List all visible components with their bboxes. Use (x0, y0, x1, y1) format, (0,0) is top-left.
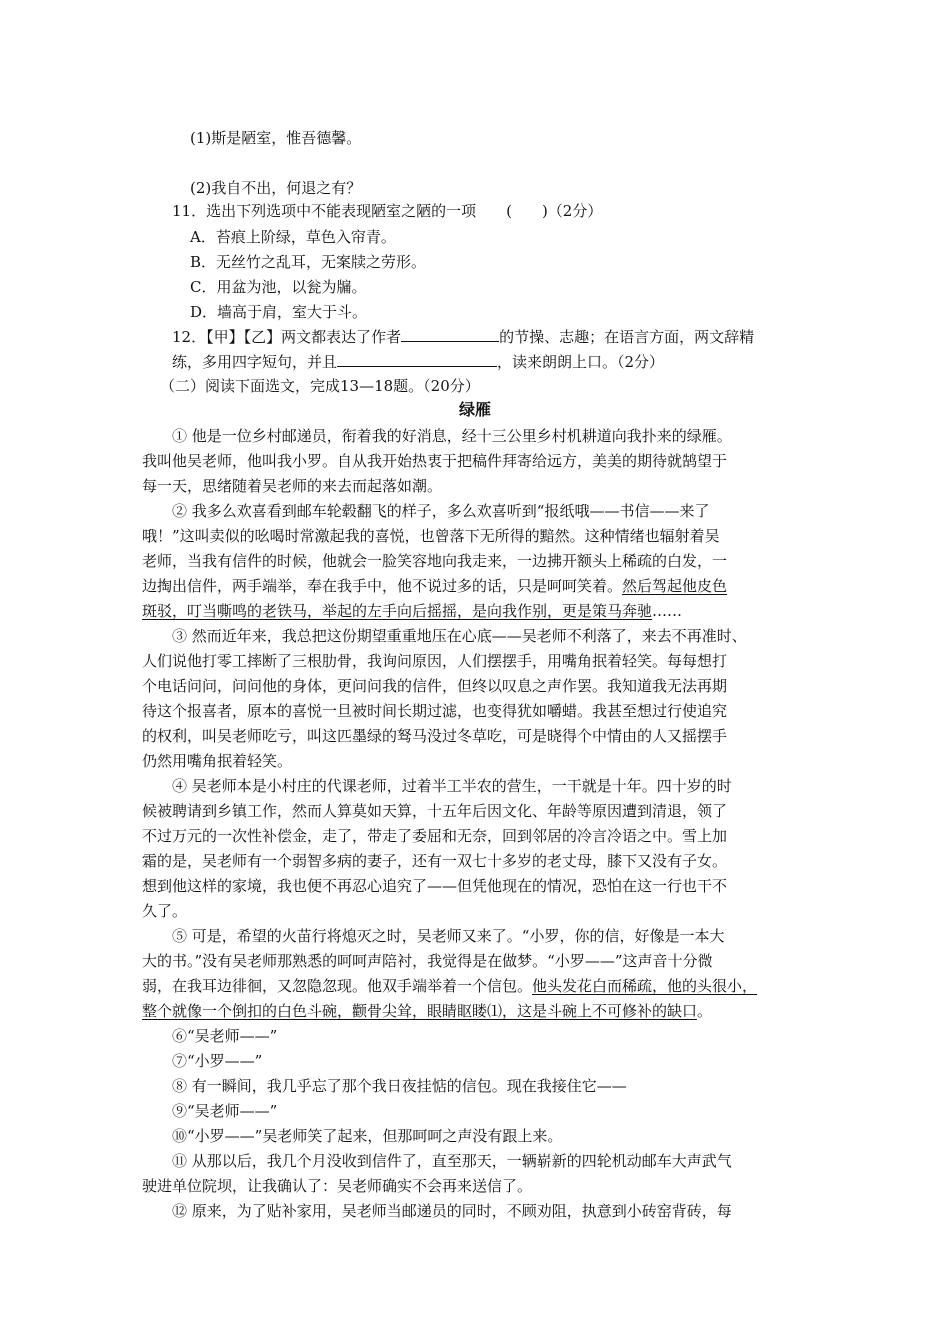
passage-title: 绿雁 (459, 400, 492, 419)
p1-line-1: ① 他是一位乡村邮递员，衔着我的好消息，经十三公里乡村机耕道向我扑来的绿雁。 (172, 427, 732, 445)
section-intro: （二）阅读下面选文，完成13—18题。（20分） (160, 377, 480, 395)
dialogue-line-7: ⑦“小罗——” (172, 1052, 263, 1070)
p5-line-2: 大的书。”没有吴老师那熟悉的呵呵声陪衬，我觉得是在做梦。“小罗——”这声音十分微 (142, 952, 713, 970)
p2-line-5 (142, 601, 682, 621)
p4-line-4: 霜的是，吴老师有一个弱智多病的妻子，还有一双七十多岁的老丈母，膝下又没有子女。 (142, 852, 728, 870)
p2-line-1: ② 我多么欢喜看到邮车轮毂翻飞的样子，多么欢喜听到“报纸哦——书信——来了 (172, 502, 710, 520)
q12-text-1a: 12．【甲】【乙】两文都表达了作者 (172, 328, 402, 346)
p4-line-6: 久了。 (142, 902, 188, 920)
p5-line-4 (142, 1001, 712, 1021)
p11-line-1: ⑪ 从那以后，我几个月没收到信件了，直至那天，一辆崭新的四轮机动邮车大声武气 (172, 1152, 732, 1170)
q12-line-1 (172, 327, 754, 347)
p2-underlined-1: 然后驾起他皮色 (622, 577, 728, 595)
p3-line-5: 的权利，叫吴老师吃亏，叫这匹墨绿的驽马没过冬草吃，可是晓得个中情由的人又摇摆手 (142, 727, 728, 745)
p12-line-1: ⑫ 原来，为了贴补家用，吴老师当邮递员的同时，不顾劝阻，执意到小砖窑背砖，每 (172, 1202, 732, 1220)
q11-stem: 11．选出下列选项中不能表现陋室之陋的一项 ( )（2分） (172, 202, 603, 220)
p2-line-2: 哦！”这叫卖似的吆喝时常激起我的喜悦，也曾落下无所得的黯然。这种情绪也辐射着吴 (142, 527, 720, 545)
p5-line-3 (142, 976, 757, 996)
q11-option-b: B．无丝竹之乱耳，无案牍之劳形。 (190, 253, 427, 271)
p5-underlined-1: 他头发花白而稀疏，他的头很小， (532, 977, 758, 995)
p4-line-2: 候被聘请到乡镇工作，然而人算莫如天算，十五年后因文化、年龄等原因遭到清退，领了 (142, 802, 728, 820)
p2-tail: …… (652, 602, 683, 620)
q11-option-c: C．用盆为池，以瓮为牖。 (190, 278, 367, 296)
p5-tail: 。 (697, 1002, 713, 1020)
q11-option-a: A．苔痕上阶绿，草色入帘青。 (190, 228, 396, 246)
p3-line-4: 待这个报喜者，原本的喜悦一旦被时间长期过滤，也变得犹如嚼蜡。我甚至想过行使追究 (142, 702, 728, 720)
dialogue-line-9: ⑨“吴老师——” (172, 1102, 278, 1120)
dialogue-line-6: ⑥“吴老师——” (172, 1027, 278, 1045)
p5-line-3-text: 弱，在我耳边徘徊，又忽隐忽现。他双手端举着一个信包。 (142, 977, 533, 995)
q10-item-2: (2)我自不出，何退之有？ (190, 179, 362, 197)
dialogue-line-8: ⑧ 有一瞬间，我几乎忘了那个我日夜挂惦的信包。现在我接住它—— (172, 1077, 627, 1095)
p11-line-2: 驶进单位院坝，让我确认了：吴老师确实不会再来送信了。 (142, 1177, 533, 1195)
p2-line-4-text: 边掏出信件，两手端举，奉在我手中，他不说过多的话，只是呵呵笑着。 (142, 577, 623, 595)
q10-item-1: (1)斯是陋室，惟吾德馨。 (190, 129, 362, 147)
q12-blank-1[interactable] (401, 327, 499, 342)
p2-underlined-2: 斑驳，叮当嘶鸣的老铁马，举起的左手向后摇摇，是向我作别，更是策马奔驰 (142, 602, 653, 620)
q11-option-d: D．墙高于肩，室大于斗。 (190, 303, 368, 321)
p2-line-4 (142, 576, 727, 596)
p3-line-6: 仍然用嘴角抿着轻笑。 (142, 752, 293, 770)
q12-blank-2[interactable] (337, 352, 497, 367)
p3-line-3: 个电话问问，问问他的身体，更问问我的信件，但终以叹息之声作罢。我知道我无法再期 (142, 677, 728, 695)
p4-line-5: 想到他这样的家境，我也便不再忍心追究了——但凭他现在的情况，恐怕在这一行也干不 (142, 877, 728, 895)
q12-text-2b: ，读来朗朗上口。（2分） (497, 353, 665, 371)
p1-line-2: 我叫他吴老师，他叫我小罗。自从我开始热衷于把稿件拜寄给远方，美美的期待就鹄望于 (142, 452, 728, 470)
p5-underlined-2: 整个就像一个倒扣的白色斗碗，颧骨尖耸，眼睛眍䁖⑴，这是斗碗上不可修补的缺口 (142, 1002, 698, 1020)
p4-line-3: 不过万元的一次性补偿金，走了，带走了委屈和无奈，回到邻居的冷言冷语之中。雪上加 (142, 827, 728, 845)
p3-line-1: ③ 然而近年来，我总把这份期望重重地压在心底——吴老师不利落了，来去不再准时、 (172, 627, 747, 645)
p5-line-1: ⑤ 可是，希望的火苗行将熄灭之时，吴老师又来了。“小罗，你的信，好像是一本大 (172, 927, 725, 945)
p4-line-1: ④ 吴老师本是小村庄的代课老师，过着半工半农的营生，一干就是十年。四十岁的时 (172, 777, 732, 795)
q12-line-2 (172, 352, 664, 372)
p2-line-3: 老师，当我有信件的时候，他就会一脸笑容地向我走来，一边拂开额头上稀疏的白发，一 (142, 552, 728, 570)
dialogue-line-10: ⑩“小罗——”吴老师笑了起来，但那呵呵之声没有跟上来。 (172, 1127, 563, 1145)
q12-text-2a: 练，多用四字短句，并且 (172, 353, 338, 371)
q12-text-1b: 的节操、志趣；在语言方面，两文辞精 (499, 328, 755, 346)
p3-line-2: 人们说他打零工摔断了三根肋骨，我询问原因，人们摆摆手，用嘴角抿着轻笑。每每想打 (142, 652, 728, 670)
p1-line-3: 每一天，思绪随着吴老师的来去而起落如潮。 (142, 477, 443, 495)
